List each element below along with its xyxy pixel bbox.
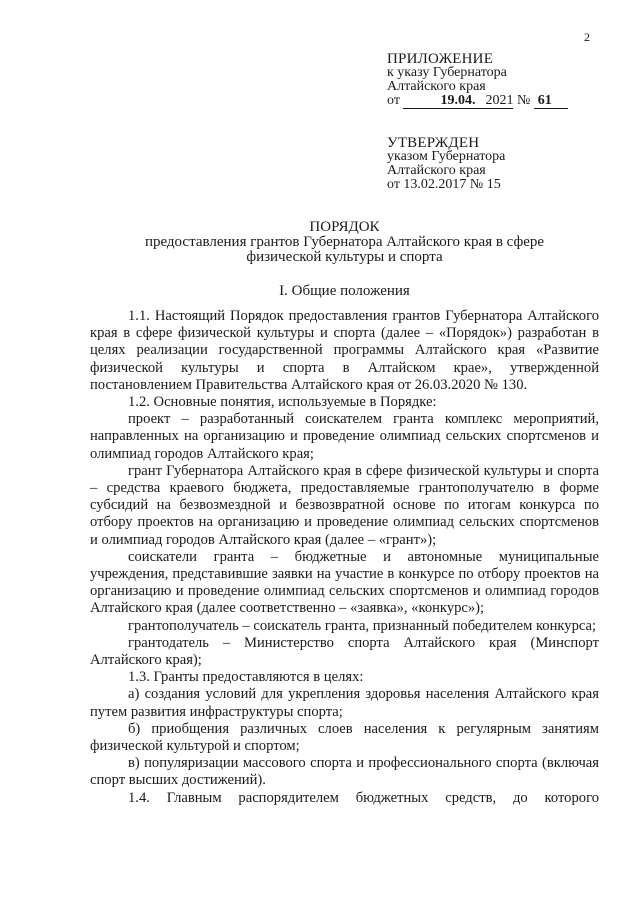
section-heading: I. Общие положения — [279, 283, 410, 299]
approved-line-2: Алтайского края — [387, 163, 486, 178]
title-line-2: физической культуры и спорта — [246, 249, 443, 265]
approved-line-1: указом Губернатора — [387, 149, 506, 164]
title-line-1: предоставления грантов Губернатора Алтайского края в сфере — [144, 234, 545, 250]
paragraph-1-3: 1.3. Гранты предоставляются в целях: — [128, 669, 364, 686]
goal-b: б) приобщения различных слоев населения к регулярным занятиям физической культурой и спортом; — [90, 720, 599, 755]
number-value: 61 — [534, 94, 568, 109]
appendix-block — [387, 52, 568, 109]
number-label: № — [516, 93, 531, 108]
paragraph-1-1: 1.1. Настоящий Порядок предоставления грантов Губернатора Алтайского края в сфере физической культуры и спорта (далее – «Порядок») разработан в целях реализации государственной программы Алтайского края «Развитие физической культуры и спорта в Алтайском крае», утвержденной постановлением Правительства Алтайского края от 26.03.2020 № 130. — [90, 308, 599, 393]
paragraph-1-2: 1.2. Основные понятия, используемые в Порядке: — [128, 394, 437, 411]
approved-heading: УТВЕРЖДЕН — [387, 135, 480, 151]
title-main: ПОРЯДОК — [309, 219, 380, 235]
goal-a: а) создания условий для укрепления здоровья населения Алтайского края путем развития инфраструктуры спорта; — [90, 686, 599, 720]
document-title — [90, 220, 599, 265]
paragraph-1-4: 1.4. Главным распорядителем бюджетных средств, до которого — [128, 789, 599, 806]
date-year: 2021 — [475, 94, 513, 109]
goal-c: в) популяризации массового спорта и профессионального спорта (включая спорт высших достижений). — [90, 755, 599, 789]
definition-grant: грант Губернатора Алтайского края в сфере физической культуры и спорта – средства краевого бюджета, предоставляемые грантополучателю в форме субсидий на безвозмездной и безвозвратной основе по итогам конкурса по отбору проектов на организацию и проведение олимпиад сельских спортсменов и олимпиад городов Алтайского края (далее – «грант»); — [90, 462, 599, 548]
definition-applicants: соискатели гранта – бюджетные и автономные муниципальные учреждения, представившие заявки на участие в конкурсе по отбору проектов на организацию и проведение олимпиад сельских спортсменов и олимпиад городов Алтайского края (далее соответственно – «заявка», «конкурс»); — [90, 548, 599, 617]
date-prefix: от — [387, 93, 400, 108]
appendix-line-1: к указу Губернатора — [387, 65, 507, 80]
appendix-date-line — [387, 94, 568, 109]
definition-grantor: грантодатель – Министерство спорта Алтайского края (Минспорт Алтайского края); — [90, 634, 599, 669]
definition-grantee: грантополучатель – соискатель гранта, признанный победителем конкурса; — [128, 617, 597, 634]
appendix-line-2: Алтайского края — [387, 79, 486, 94]
date-value: 19.04. — [403, 94, 475, 109]
approved-line-3: от 13.02.2017 № 15 — [387, 177, 501, 192]
appendix-heading: ПРИЛОЖЕНИЕ — [387, 51, 494, 67]
approved-block — [387, 136, 505, 192]
page-number: 2 — [584, 30, 590, 44]
definition-project: проект – разработанный соискателем гранта комплекс мероприятий, направленных на организацию и проведение олимпиад сельских спортсменов и олимпиад городов Алтайского края; — [90, 411, 599, 462]
document-body — [90, 308, 599, 807]
